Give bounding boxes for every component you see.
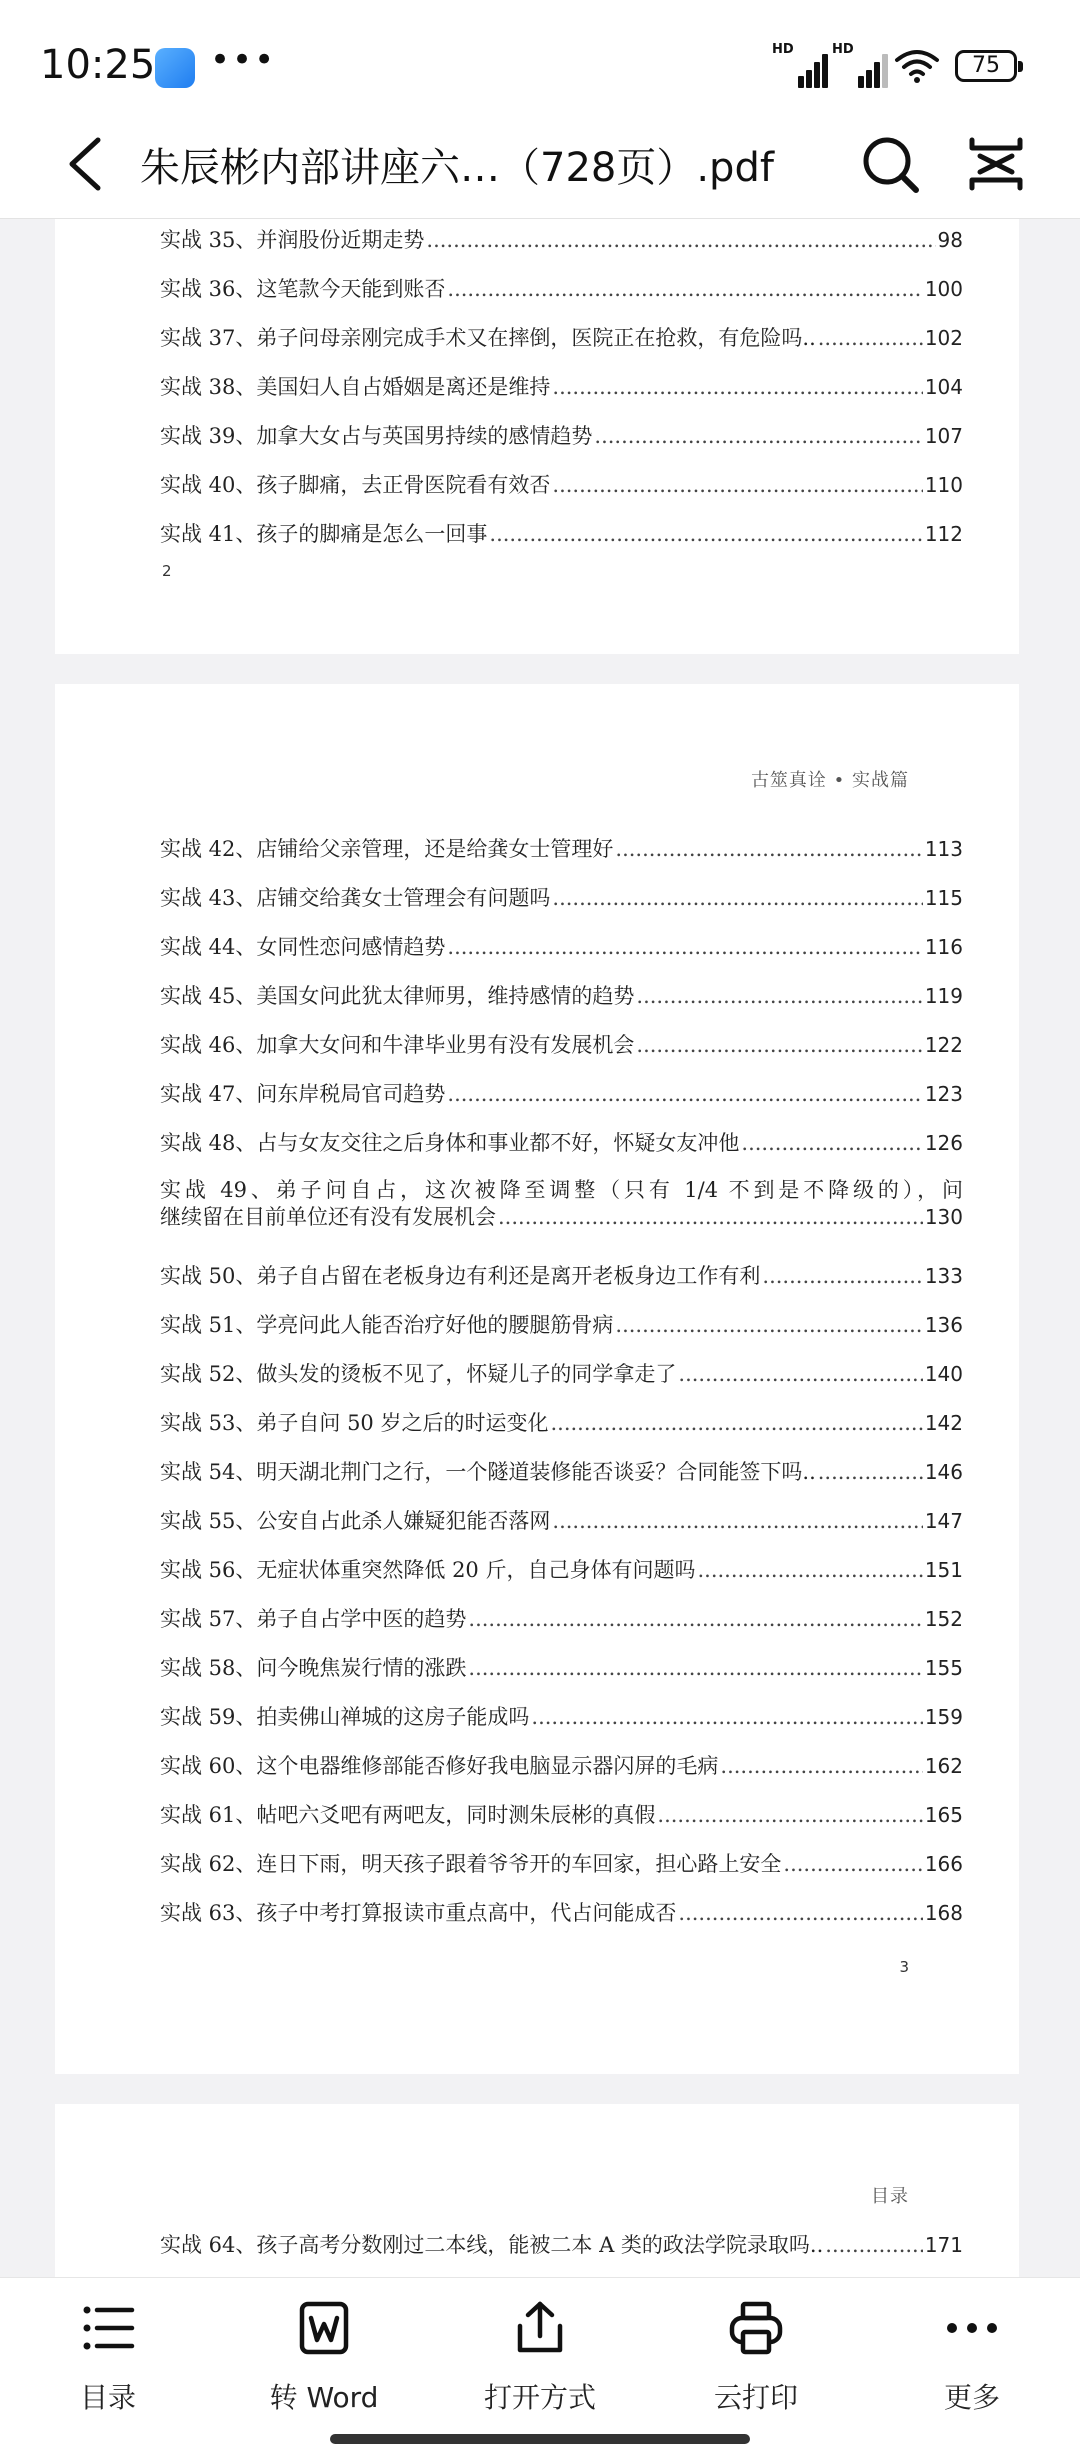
toc-entry-page: 162 xyxy=(924,1754,963,1778)
toc-entry-page: 168 xyxy=(924,1901,963,1925)
convert-word-button[interactable] xyxy=(234,2278,414,2428)
page-header: 古筮真诠 • 实战篇 xyxy=(750,770,909,791)
toc-entry-title: 继续留在目前单位还有没有发展机会 xyxy=(160,1205,496,1229)
toc-entry-title: 实战 48、占与女友交往之后身体和事业都不好，怀疑女友冲他 xyxy=(160,1131,740,1155)
toc-entry-title: 实战 46、加拿大女问和牛津毕业男有没有发展机会 xyxy=(160,1033,635,1057)
battery-indicator xyxy=(955,50,1017,82)
toc-entry-title: 实战 35、并润股份近期走势 xyxy=(160,228,425,252)
toc-entry-title: 实战 53、弟子自问 50 岁之后的时运变化 xyxy=(160,1411,549,1435)
toc-entry-title: 实战 39、加拿大女占与英国男持续的感情趋势 xyxy=(160,424,593,448)
page-header: 目录 xyxy=(871,2186,909,2207)
toc-entry-title: 实战 52、做头发的烫板不见了，怀疑儿子的同学拿走了 xyxy=(160,1362,677,1386)
pdf-viewport[interactable] xyxy=(0,219,1080,2277)
toc-entry-title: 实战 45、美国女问此犹太律师男，维持感情的趋势 xyxy=(160,984,635,1008)
toc-entry[interactable] xyxy=(160,1604,963,1634)
pdf-page xyxy=(55,684,1019,2074)
toc-entry-page: 155 xyxy=(924,1656,963,1680)
toc-button[interactable] xyxy=(18,2278,198,2428)
toc-entry-title: 实战 63、孩子中考打算报读市重点高中，代占问能成否 xyxy=(160,1901,677,1925)
toc-entry[interactable] xyxy=(160,834,963,864)
toc-entry[interactable] xyxy=(160,1800,963,1830)
toc-entry[interactable] xyxy=(160,2230,963,2260)
toc-entry[interactable] xyxy=(160,1702,963,1732)
toc-entry-page: 147 xyxy=(924,1509,963,1533)
toc-entry-page: 123 xyxy=(924,1082,963,1106)
toc-entry[interactable] xyxy=(160,1030,963,1060)
battery-level: 75 xyxy=(972,53,1000,78)
toc-entry[interactable] xyxy=(160,323,963,353)
document-title-bar xyxy=(0,110,1080,219)
toc-entry-title: 实战 54、明天湖北荆门之行，一个隧道装修能否谈妥？合同能签下吗.. xyxy=(160,1460,816,1484)
toc-entry-page: 146 xyxy=(924,1460,963,1484)
toc-entry-page: 122 xyxy=(924,1033,963,1057)
toolbar-label: 更多 xyxy=(943,2381,1000,2414)
toc-entry-page: 100 xyxy=(924,277,963,301)
toc-entry-page: 104 xyxy=(924,375,963,399)
more-button[interactable] xyxy=(882,2278,1062,2428)
toc-entry-title: 实战 49、弟子问自占，这次被降至调整（只有 1/4 不到是不降级的），问 xyxy=(160,1178,963,1202)
toolbar-label: 打开方式 xyxy=(483,2381,596,2414)
word-icon xyxy=(294,2298,354,2358)
toc-entry-title: 实战 38、美国妇人自占婚姻是离还是维持 xyxy=(160,375,551,399)
toc-entry-title: 实战 60、这个电器维修部能否修好我电脑显示器闪屏的毛病 xyxy=(160,1754,719,1778)
toc-entry-page: 166 xyxy=(924,1852,963,1876)
toc-entry-page: 126 xyxy=(924,1131,963,1155)
toc-entry-title: 实战 36、这笔款今天能到账否 xyxy=(160,277,446,301)
toc-entry[interactable] xyxy=(160,1506,963,1536)
toc-entry-title: 实战 64、孩子高考分数刚过二本线，能被二本 A 类的政法学院录取吗.. xyxy=(160,2233,824,2257)
pdf-page xyxy=(55,219,1019,654)
document-title: 朱辰彬内部讲座六…（728页）.pdf xyxy=(140,145,774,191)
toc-entry-page: 136 xyxy=(924,1313,963,1337)
toc-entry-page: 151 xyxy=(924,1558,963,1582)
page-number: 3 xyxy=(899,1958,909,1976)
toc-entry[interactable] xyxy=(160,932,963,962)
toc-entry-page: 107 xyxy=(924,424,963,448)
toc-entry-title: 实战 61、帖吧六爻吧有两吧友，同时测朱辰彬的真假 xyxy=(160,1803,656,1827)
share-icon xyxy=(510,2298,570,2358)
toc-entry[interactable] xyxy=(160,274,963,304)
toc-entry-page: 116 xyxy=(924,935,963,959)
page-number: 2 xyxy=(162,562,172,580)
toc-entry-page: 152 xyxy=(924,1607,963,1631)
toc-entry-title: 实战 44、女同性恋问感情趋势 xyxy=(160,935,446,959)
toc-entry-page: 140 xyxy=(924,1362,963,1386)
toc-entry-page: 102 xyxy=(924,326,963,350)
toc-entry-page: 119 xyxy=(924,984,963,1008)
list-icon xyxy=(78,2298,138,2358)
toc-entry[interactable] xyxy=(160,883,963,913)
toc-entry-title: 实战 50、弟子自占留在老板身边有利还是离开老板身边工作有利 xyxy=(160,1264,761,1288)
toolbar-label: 转 Word xyxy=(269,2381,379,2414)
toc-entry-title: 实战 58、问今晚焦炭行情的涨跌 xyxy=(160,1656,467,1680)
toc-entry-title: 实战 55、公安自占此杀人嫌疑犯能否落网 xyxy=(160,1509,551,1533)
toc-entry-page: 171 xyxy=(924,2233,963,2257)
toc-entry[interactable] xyxy=(160,1310,963,1340)
pdf-page xyxy=(55,2104,1019,2277)
toc-entry-page: 165 xyxy=(924,1803,963,1827)
toc-entry-page: 142 xyxy=(924,1411,963,1435)
hd-label: HD xyxy=(772,42,794,57)
signal-icon xyxy=(772,42,828,88)
status-time: 10:25 xyxy=(40,42,156,88)
toc-entry-title: 实战 57、弟子自占学中医的趋势 xyxy=(160,1607,467,1631)
toc-entry[interactable] xyxy=(160,1849,963,1879)
toc-entry-title: 实战 37、弟子问母亲刚完成手术又在摔倒，医院正在抢救，有危险吗.. xyxy=(160,326,816,350)
toc-entry[interactable] xyxy=(160,225,963,255)
hd-label: HD xyxy=(832,42,854,57)
toc-entry[interactable] xyxy=(160,1079,963,1109)
signal-icon xyxy=(832,42,888,88)
page-layout-icon[interactable] xyxy=(966,134,1026,194)
toc-entry-page: 98 xyxy=(937,228,963,252)
toc-entry-page: 113 xyxy=(924,837,963,861)
toolbar-label: 目录 xyxy=(79,2381,136,2414)
more-icon xyxy=(942,2298,1002,2358)
toc-entry[interactable] xyxy=(160,1261,963,1291)
toc-entry-page: 130 xyxy=(924,1205,963,1229)
toc-entry[interactable] xyxy=(160,1898,963,1928)
home-indicator[interactable] xyxy=(330,2434,750,2444)
toc-entry-title: 实战 56、无症状体重突然降低 20 斤，自己身体有问题吗 xyxy=(160,1558,696,1582)
toc-entry[interactable] xyxy=(160,1128,963,1158)
toc-entry[interactable] xyxy=(160,1408,963,1438)
search-icon[interactable] xyxy=(858,132,922,196)
toc-entry-title: 实战 42、店铺给父亲管理，还是给龚女士管理好 xyxy=(160,837,614,861)
cloud-print-button[interactable] xyxy=(666,2278,846,2428)
toc-entry-page: 110 xyxy=(924,473,963,497)
toc-entry-title: 实战 40、孩子脚痛，去正骨医院看有效否 xyxy=(160,473,551,497)
toc-entry[interactable] xyxy=(160,372,963,402)
toc-entry[interactable] xyxy=(160,1751,963,1781)
app-notification-icon xyxy=(155,48,195,88)
printer-icon xyxy=(726,2298,786,2358)
toc-entry[interactable] xyxy=(160,421,963,451)
toc-entry-title: 实战 47、问东岸税局官司趋势 xyxy=(160,1082,446,1106)
back-arrow-icon[interactable] xyxy=(58,132,118,196)
wifi-icon xyxy=(893,48,941,84)
status-bar xyxy=(0,0,1080,110)
toc-entry[interactable] xyxy=(160,1177,963,1231)
toc-entry[interactable] xyxy=(160,519,963,549)
toc-entry[interactable] xyxy=(160,1653,963,1683)
toc-entry-page: 112 xyxy=(924,522,963,546)
toc-entry-title: 实战 43、店铺交给龚女士管理会有问题吗 xyxy=(160,886,551,910)
toc-entry[interactable] xyxy=(160,1555,963,1585)
toolbar-label: 云打印 xyxy=(713,2381,798,2414)
toc-entry-title: 实战 51、学亮问此人能否治疗好他的腰腿筋骨病 xyxy=(160,1313,614,1337)
more-notifications-icon: ••• xyxy=(210,40,277,80)
toc-entry-page: 115 xyxy=(924,886,963,910)
toc-entry-title: 实战 41、孩子的脚痛是怎么一回事 xyxy=(160,522,488,546)
toc-entry[interactable] xyxy=(160,1457,963,1487)
open-with-button[interactable] xyxy=(450,2278,630,2428)
toc-entry[interactable] xyxy=(160,1359,963,1389)
toc-entry[interactable] xyxy=(160,470,963,500)
toc-entry-title: 实战 59、拍卖佛山禅城的这房子能成吗 xyxy=(160,1705,530,1729)
toc-entry[interactable] xyxy=(160,981,963,1011)
toc-entry-page: 159 xyxy=(924,1705,963,1729)
toc-entry-title: 实战 62、连日下雨，明天孩子跟着爷爷开的车回家，担心路上安全 xyxy=(160,1852,782,1876)
toc-entry-page: 133 xyxy=(924,1264,963,1288)
